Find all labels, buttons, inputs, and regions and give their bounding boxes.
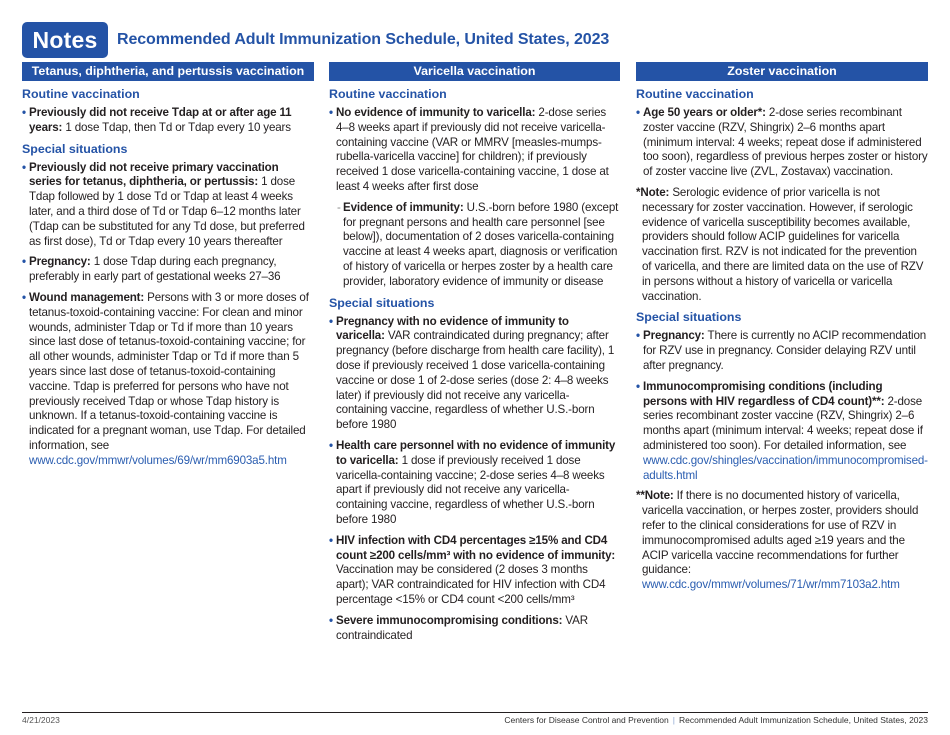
bullet-icon: •: [22, 255, 26, 269]
list-item: [636, 380, 928, 484]
item-text: 1 dose Tdap, then Td or Tdap every 10 years: [62, 120, 291, 134]
bullet-icon: •: [22, 290, 26, 304]
note-text: Serologic evidence of prior varicella is not necessary for zoster vaccination. However, if serologic evidence of varicella susceptibility becomes available, providers should follow ACIP guidelines for varicella vaccination first. RZV is not indicated for the prevention of varicella, and there are limited data on the use of RZV in persons without a history of varicella or varicella vaccination.: [642, 185, 924, 303]
list-item: [22, 255, 314, 285]
item-text: U.S.-born before 1980 (except for pregnant persons and health care personnel [see below]), documentation of 2 doses varicella-containing vaccine at least 4 weeks apart, diagnosis or verification of history of varicella or herpes zoster by a health care provider, laboratory evidence of immunity or disease: [343, 200, 619, 288]
item-text: VAR contraindicated: [336, 613, 588, 642]
item-label: Previously did not receive primary vaccination series for tetanus, diphtheria, or pertussis:: [29, 160, 279, 189]
item-text: There is currently no ACIP recommendation for RZV use in pregnancy. Consider delaying RZV until after pregnancy.: [643, 329, 927, 372]
item-text: 1 dose Tdap during each pregnancy, preferably in early part of gestational weeks 27–36: [29, 255, 281, 284]
footer-title: Recommended Adult Immunization Schedule, United States, 2023: [678, 715, 928, 725]
section-heading-special: Special situations: [329, 295, 435, 310]
list-item: [329, 614, 620, 644]
footer-date: 4/21/2023: [22, 715, 60, 725]
bullet-icon: •: [329, 438, 333, 452]
dash-icon: -: [337, 200, 341, 214]
item-label: Severe immunocompromising conditions:: [336, 613, 563, 627]
column-header-varicella: Varicella vaccination: [329, 62, 620, 81]
note-label: **Note:: [636, 489, 674, 503]
bullet-icon: •: [329, 613, 333, 627]
bullet-icon: •: [329, 314, 333, 328]
item-label: Previously did not receive Tdap at or after age 11 years:: [29, 106, 292, 134]
item-text: Persons with 3 or more doses of tetanus-toxoid-containing vaccine: For clean and minor wounds, administer Tdap or Td if more than 10 years since last dose of tetanus-toxoid-containing vaccine; for all other wounds, administer Tdap or Td if more than 5 years since last dose of tetanus-toxoid-containing vaccine. Tdap is preferred for persons who have not previously received Tdap or whose Tdap history is unknown. If a tetanus-toxoid-containing vaccine is indicated for a pregnant woman, use Tdap. For detailed information, see: [29, 290, 309, 452]
list-item: [329, 534, 620, 608]
item-label: No evidence of immunity to varicella:: [336, 106, 536, 119]
footer-separator: |: [672, 715, 675, 725]
section-heading-special: Special situations: [636, 310, 742, 325]
item-label: Wound management:: [29, 290, 145, 304]
footnote-single-asterisk: [636, 186, 928, 304]
column-varicella: [329, 62, 620, 649]
bullet-icon: •: [329, 533, 333, 547]
item-label: HIV infection with CD4 percentages ≥15% and CD4 count ≥200 cells/mm³ with no evidence of immunity:: [336, 533, 616, 562]
footer-org: Centers for Disease Control and Prevention: [504, 715, 669, 725]
bullet-icon: •: [22, 160, 26, 174]
item-label: Health care personnel with no evidence of immunity to varicella:: [336, 438, 616, 467]
document-title: Recommended Adult Immunization Schedule, United States, 2023: [117, 31, 610, 48]
item-label: Age 50 years or older*:: [643, 106, 766, 119]
item-text: 2-dose series recombinant zoster vaccine (RZV, Shingrix) 2–6 months apart (minimum interval: 4 weeks; repeat dose if administered too soon). For detailed information, see: [643, 394, 923, 452]
column-header-zoster: Zoster vaccination: [636, 62, 928, 81]
section-heading-routine: Routine vaccination: [329, 87, 447, 101]
item-text: Vaccination may be considered (2 doses 3 months apart); VAR contraindicated for HIV infection with CD4 percentage <15% or CD4 count <200 cells/mm³: [336, 563, 606, 606]
note-label: *Note:: [636, 185, 670, 199]
bullet-icon: •: [636, 106, 640, 119]
footer-divider: [22, 712, 928, 713]
sub-list-item: [329, 201, 620, 290]
list-item: [636, 106, 928, 180]
footer-attribution: [504, 715, 928, 725]
section-heading-special: Special situations: [22, 141, 128, 156]
bullet-icon: •: [329, 106, 333, 119]
bullet-icon: •: [636, 329, 640, 343]
mmwr-7103a2-link[interactable]: www.cdc.gov/mmwr/volumes/71/wr/mm7103a2.htm: [642, 578, 900, 592]
list-item: [329, 106, 620, 195]
column-tdap: [22, 62, 314, 475]
section-heading-routine: Routine vaccination: [22, 87, 140, 101]
list-item: [329, 439, 620, 528]
list-item: [636, 329, 928, 373]
list-item: [22, 106, 314, 136]
shingles-immunocompromised-link[interactable]: www.cdc.gov/shingles/vaccination/immunocompromised-adults.html: [643, 453, 928, 482]
list-item: [329, 315, 620, 433]
item-label: Immunocompromising conditions (including persons with HIV regardless of CD4 count)**:: [643, 379, 885, 408]
item-label: Pregnancy with no evidence of immunity to varicella:: [336, 314, 569, 343]
column-zoster: [636, 62, 928, 599]
list-item: [22, 291, 314, 469]
bullet-icon: •: [22, 106, 26, 119]
list-item: [22, 161, 314, 250]
column-header-tdap: Tetanus, diphtheria, and pertussis vaccination: [22, 62, 314, 81]
item-label: Evidence of immunity:: [343, 200, 464, 214]
section-heading-routine: Routine vaccination: [636, 87, 754, 101]
footnote-double-asterisk: [636, 489, 928, 593]
item-label: Pregnancy:: [643, 329, 705, 343]
mmwr-6903a5-link[interactable]: www.cdc.gov/mmwr/volumes/69/wr/mm6903a5.htm: [29, 453, 287, 467]
item-text: 2-dose series recombinant zoster vaccine (RZV, Shingrix) 2–6 months apart (minimum interval: 4 weeks; repeat dose if administered too soon), regardless of previous herpes zoster or history of zoster vaccine live (ZVL, Zostavax) vaccination.: [643, 106, 928, 179]
item-text: 1 dose Tdap followed by 1 dose Td or Tdap at least 4 weeks later, and a third dose of Td or Tdap 6–12 months later (Tdap can be substituted for any Td dose, but preferred as first dose), Td or Tdap every 10 years thereafter: [29, 175, 305, 248]
notes-badge: Notes: [22, 22, 108, 58]
item-text: VAR contraindicated during pregnancy; after pregnancy (before discharge from health care facility), 1 dose if previously received 1 dose varicella-containing vaccine or dose 1 of 2-dose series (dose 2: 4–8 weeks later) if previously did not receive any varicella-containing vaccine, regardless of whether U.S.-born before 1980: [336, 329, 615, 432]
bullet-icon: •: [636, 379, 640, 393]
note-text: If there is no documented history of varicella, varicella vaccination, or herpes zoster, providers should refer to the clinical considerations for use of RZV in immunocompromised adults aged ≥19 years and the ACIP varicella vaccine recommendations for further guidance:: [642, 489, 919, 577]
item-text: 1 dose if previously received 1 dose varicella-containing vaccine; 2-dose series 4–8 weeks apart if previously did not receive any varicella-containing vaccine, regardless of whether U.S.-born before 1980: [336, 453, 605, 526]
item-text: 2-dose series 4–8 weeks apart if previously did not receive varicella-containing vaccine (VAR or MMRV [measles-mumps-rubella-varicella vaccine] for children); if previously received 1 dose varicella-containing vaccine, 1 dose at least 4 weeks after first dose: [336, 106, 609, 193]
item-label: Pregnancy:: [29, 255, 91, 269]
